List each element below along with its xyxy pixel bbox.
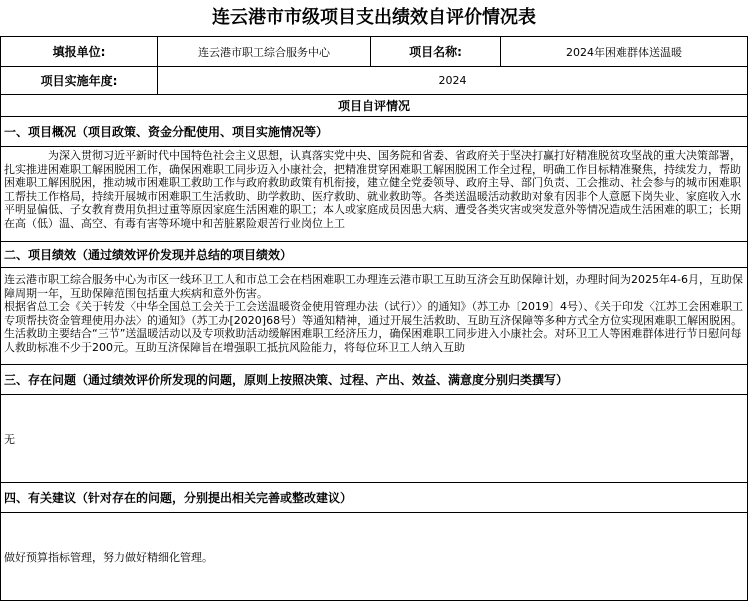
year-value: 2024: [158, 67, 748, 95]
section-1-body: 为深入贯彻习近平新时代中国特色社会主义思想，认真落实党中央、国务院和省委、省政府关于坚决打赢打好精准脱贫攻坚战的重大决策部署，扎实推进困难职工解困脱困工作，确保困难职工同步迈入小康社会，把精准贯穿困难职工解困脱困工作全过程，明确工作目标精准聚焦，持续发力，帮助困难职工解困脱困，推动城市困难职工救助工作与政府救助政策有机衔接，建立健全党委领导、政府主导、部门负责、工会推动、社会参与的城市困难职工帮扶工作格局，持续开展城市困难职工生活救助、助学救助、医疗救助、就业救助等。各类送温暖活动救助对象有因非个人意愿下岗失业、家庭收入水平明显偏低、子女教育费用负担过重等原因家庭生活困难的职工；本人或家庭成员因患大病、遭受各类灾害或突发意外等情况造成生活困难的职工；长期在高（低）温、高空、有毒有害等环境中和苦脏累险艰苦行业岗位上工: [4, 149, 741, 230]
section-2-paragraph-2: 根据省总工会《关于转发〈中华全国总工会关于工会送温暖资金使用管理办法（试行）〉的通知》（苏工办〔2019〕4号）、《关于印发〈江苏工会困难职工专项帮扶资金管理使用办法〉的通知》（苏工办[2020]68号）等通知精神，通过开展生活救助、互助互济保障等多种方式全方位实现困难职工解困脱困。生活救助主要结合“三节”送温暖活动以及专项救助活动缓解困难职工经济压力，确保困难职工同步进入小康社会。对环卫工人等困难群体进行节日慰问每人救助标准不少于200元。互助互济保障旨在增强职工抵抗风险能力，将每位环卫工人纳入互助: [4, 300, 743, 354]
project-name-value: 2024年困难群体送温暖: [501, 37, 748, 67]
section-3-title: 三、存在问题（通过绩效评价所发现的问题，原则上按照决策、过程、产出、效益、满意度分别归类撰写）: [1, 365, 748, 395]
section-2-paragraph-1: 连云港市职工综合服务中心为市区一线环卫工人和市总工会在档困难职工办理连云港市职工互助互济会互助保障计划，办理时间为2025年4-6月，互助保障周期一年，互助保障范围包括重大疾病和意外伤害。: [4, 273, 743, 300]
section-1-title: 一、项目概况（项目政策、资金分配使用、项目实施情况等）: [1, 117, 748, 147]
section-2-title: 二、项目绩效（通过绩效评价发现并总结的项目绩效）: [1, 242, 748, 268]
self-eval-header: 项目自评情况: [1, 95, 748, 117]
project-name-label: 项目名称:: [371, 37, 501, 67]
section-4-body: 做好预算指标管理，努力做好精细化管理。: [1, 513, 748, 601]
section-2-body-cell: [1, 268, 748, 365]
section-4-title: 四、有关建议（针对存在的问题，分别提出相关完善或整改建议）: [1, 483, 748, 513]
year-label: 项目实施年度:: [1, 67, 158, 95]
section-1-body-cell: [1, 147, 748, 242]
section-3-body: 无: [1, 395, 748, 483]
form-table: [0, 36, 747, 601]
form-title: 连云港市市级项目支出绩效自评价情况表: [212, 7, 536, 28]
unit-value: 连云港市职工综合服务中心: [158, 37, 371, 67]
unit-label: 填报单位:: [1, 37, 158, 67]
